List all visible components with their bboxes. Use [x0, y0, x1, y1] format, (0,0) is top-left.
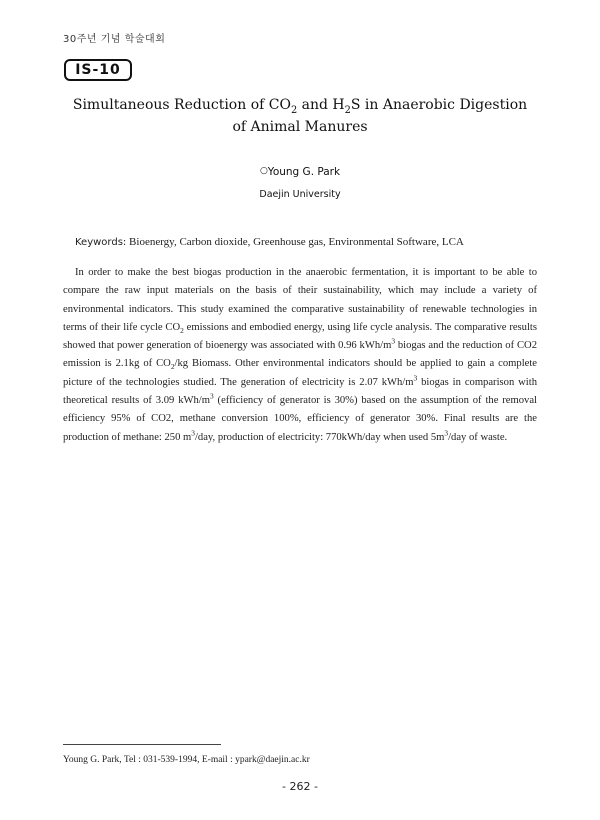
conference-header: 30주년 기념 학술대회 — [63, 34, 166, 45]
author-name: ○Young G. Park — [259, 166, 341, 178]
presenter-mark: ○ — [259, 166, 268, 176]
title-line1: Simultaneous Reduction of $CO_2$ and $H_2S$ in Anaerobic Digestion — [72, 97, 528, 116]
keywords-label: Keywords: — [75, 237, 127, 248]
author-contact-footnote: Young G. Park, Tel : 031-539-1994, E-mail : ypark@daejin.ac.kr — [63, 755, 310, 765]
abstract-body: In order to make the best biogas production in the anaerobic fermentation, it is important to be able to compare the raw input materials on the basis of their sustainability, which may include a variety of environmental indicators. This study examined the comparative sustainability of renewable technologies in terms of their life cycle $CO_2$ emissions and embodied energy, using life cycle analysis. The comparative results showed that power generation of bioenergy was associated with 0.96 kWh/$m^3$ biogas and the reduction of CO2 emission is 2.1kg of $CO_2/kg$ Biomass. Other environmental indicators should be applied to gain a complete picture of the technologies studied. The generation of electricity is 2.07 kWh/$m^3$ biogas in comparison with theoretical results of 3.09 kWh/$m^3$ (efficiency of generator is 30%) based on the assumption of the removal efficiency 95% of CO2, methane conversion 100%, efficiency of generator 30%. Final results are the production of methane: 250 $m^3$/day, production of electricity: 770kWh/day when used $5m^3$/day of waste. — [63, 267, 537, 443]
footnote-divider — [63, 744, 221, 745]
paper-title — [60, 94, 540, 138]
keywords-list: Bioenergy, Carbon dioxide, Greenhouse gas, Environmental Software, LCA — [129, 236, 464, 248]
title-line2: of Animal Manures — [232, 119, 368, 135]
author-affiliation: Daejin University — [259, 189, 341, 200]
keywords-line — [75, 236, 545, 248]
page-number: - 262 - — [282, 780, 318, 793]
session-code-badge: IS-10 — [64, 59, 132, 81]
